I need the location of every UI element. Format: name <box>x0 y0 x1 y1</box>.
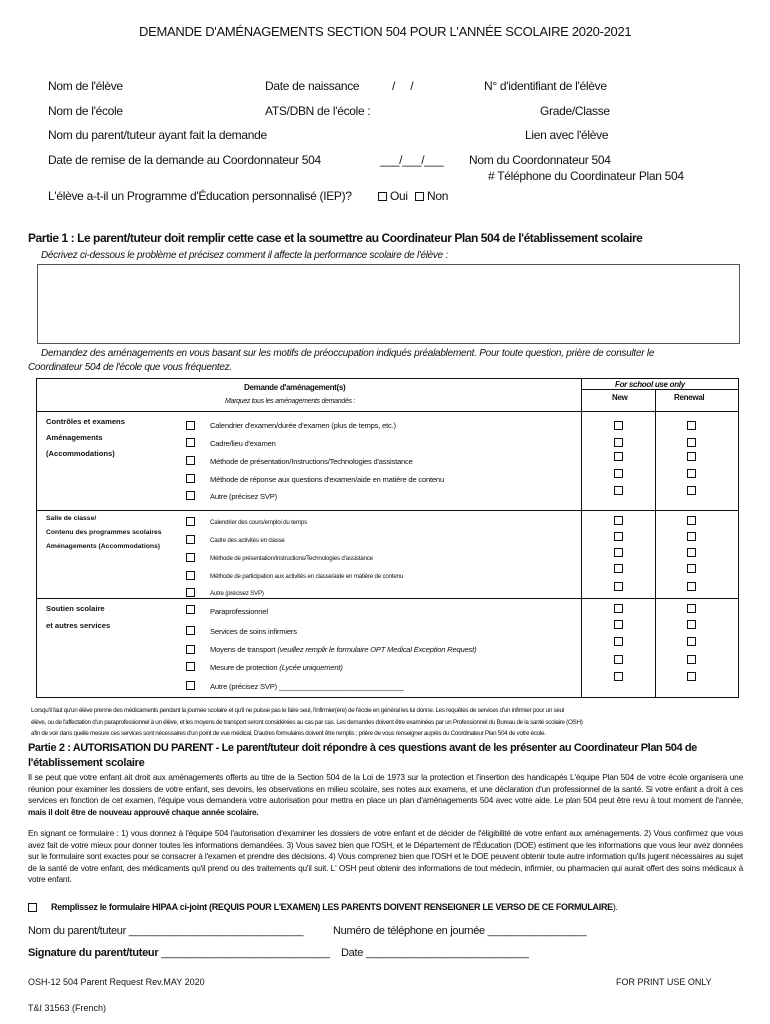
new-checkbox[interactable] <box>614 438 623 447</box>
school-use-label: For school use only <box>615 380 685 389</box>
signature-row <box>28 947 330 959</box>
grade-class-label: Grade/Classe <box>540 104 610 118</box>
s3-item1-checkbox[interactable] <box>186 605 195 614</box>
s3-item3-label <box>210 645 476 654</box>
s1-item2-label: Cadre/lieu d'examen <box>210 439 276 448</box>
birth-date-label: Date de naissance <box>265 79 360 93</box>
iep-yes-checkbox[interactable] <box>378 192 387 201</box>
new-checkbox[interactable] <box>614 604 623 613</box>
renewal-checkbox[interactable] <box>687 421 696 430</box>
renewal-checkbox[interactable] <box>687 516 696 525</box>
new-checkbox[interactable] <box>614 516 623 525</box>
phone-field[interactable]: Numéro de téléphone en journée _________________ <box>333 925 587 937</box>
renewal-checkbox[interactable] <box>687 548 696 557</box>
note-line-2: élève, ou de l'affectation d'un paraprofessionnel à un élève, et les moyens de transport seront considérées au cas par cas. Les demandes doivent être examinées par un Professionnel du Bureau de la santé scolaire (OSH) <box>31 719 583 726</box>
coordinator-name-label: Nom du Coordonnateur 504 <box>469 153 611 167</box>
section2-label-2: Contenu des programmes scolaires <box>46 529 162 536</box>
iep-yes-option[interactable] <box>378 189 408 203</box>
s3-item2-checkbox[interactable] <box>186 626 195 635</box>
s2-item1-checkbox[interactable] <box>186 517 195 526</box>
parent-name-field[interactable]: Nom du parent/tuteur ______________________________ <box>28 925 304 937</box>
renewal-checkbox[interactable] <box>687 620 696 629</box>
iep-no-option[interactable] <box>415 189 448 203</box>
renewal-checkbox[interactable] <box>687 637 696 646</box>
parent-name-label: Nom du parent/tuteur ayant fait la demande <box>48 128 267 142</box>
part1-heading: Partie 1 : Le parent/tuteur doit remplir cette case et la soumettre au Coordinateur Plan 504 de l'établissement scolaire <box>28 231 643 245</box>
renewal-checkbox[interactable] <box>687 564 696 573</box>
student-name-label: Nom de l'élève <box>48 79 123 93</box>
print-only-label: FOR PRINT USE ONLY <box>616 977 712 987</box>
new-checkbox[interactable] <box>614 564 623 573</box>
col-renewal-header: Renewal <box>674 393 705 402</box>
student-id-label: N° d'identifiant de l'élève <box>484 79 607 93</box>
s2-item2-checkbox[interactable] <box>186 535 195 544</box>
renewal-checkbox[interactable] <box>687 469 696 478</box>
s3-item5-label: Autre (précisez SVP) _______________________________ <box>210 682 404 691</box>
s1-item3-checkbox[interactable] <box>186 456 195 465</box>
renewal-checkbox[interactable] <box>687 486 696 495</box>
submission-date-field[interactable]: ___/___/___ <box>380 153 444 167</box>
section1-label-1: Contrôles et examens <box>46 417 125 426</box>
renewal-checkbox[interactable] <box>687 604 696 613</box>
renewal-checkbox[interactable] <box>687 655 696 664</box>
new-checkbox[interactable] <box>614 637 623 646</box>
s1-item1-label: Calendrier d'examen/durée d'examen (plus de temps, etc.) <box>210 421 396 430</box>
iep-no-label: Non <box>427 189 449 203</box>
section2-label-3: Aménagements (Accommodations) <box>46 543 161 550</box>
renewal-checkbox[interactable] <box>687 452 696 461</box>
part1-describe: Décrivez ci-dessous le problème et précisez comment il affecte la performance scolaire de l'élève : <box>41 250 448 261</box>
s3-item2-label: Services de soins infirmiers <box>210 627 297 636</box>
transport-note: (veuillez remplir le formulaire OPT Medical Exception Request) <box>277 645 477 654</box>
note-line-1: Lorsqu'il faut qu'un élève prenne des médicaments pendant la journée scolaire et qu'il ne puisse pas le faire seul, l'infirmier(ère) de l'école en général les lui donne. Les requêtes de services d'un infirmier pour un seul <box>31 707 564 714</box>
note-line-3: afin de voir dans quelle mesure ces services sont nécessaires d'un point de vue médical. D'autres formulaires doivent être remplis ; prière de vous renseigner auprès du Coordinateur Plan 504 de votre école. <box>31 730 546 737</box>
s2-item3-checkbox[interactable] <box>186 553 195 562</box>
school-name-label: Nom de l'école <box>48 104 123 118</box>
new-checkbox[interactable] <box>614 452 623 461</box>
section3-label-2: et autres services <box>46 621 111 630</box>
new-checkbox[interactable] <box>614 655 623 664</box>
hipaa-row <box>28 902 618 912</box>
part2-paragraph-1-bold: mais il doit être de nouveau approuvé chaque année scolaire. <box>28 806 259 817</box>
section1-label-2: Aménagements <box>46 433 103 442</box>
s1-item2-checkbox[interactable] <box>186 438 195 447</box>
section3-label-1: Soutien scolaire <box>46 604 105 613</box>
part2-paragraph-1 <box>28 772 743 818</box>
part1-request-line2: Coordinateur 504 de l'école que vous fréquentez. <box>28 362 232 373</box>
translation-id: T&I 31563 (French) <box>28 1003 107 1013</box>
submission-date-label: Date de remise de la demande au Coordonnateur 504 <box>48 153 321 167</box>
s2-item3-label: Méthode de présentation/Instructions/Technologies d'assistance <box>210 555 373 562</box>
new-checkbox[interactable] <box>614 532 623 541</box>
section1-label-3: (Accommodations) <box>46 449 115 458</box>
s1-item5-label: Autre (précisez SVP) <box>210 492 277 501</box>
renewal-checkbox[interactable] <box>687 582 696 591</box>
new-checkbox[interactable] <box>614 672 623 681</box>
transport-label: Moyens de transport <box>210 645 276 654</box>
s1-item4-checkbox[interactable] <box>186 474 195 483</box>
relationship-label: Lien avec l'élève <box>525 128 609 142</box>
new-checkbox[interactable] <box>614 548 623 557</box>
renewal-checkbox[interactable] <box>687 532 696 541</box>
signature-field[interactable]: _____________________________ <box>161 947 330 959</box>
hipaa-label: Remplissez le formulaire HIPAA ci-joint (REQUIS POUR L'EXAMEN) LES PARENTS DOIVENT RENSEIGNER LE VERSO DE CE FORMULAIRE <box>51 902 613 912</box>
table-header-sub: Marquez tous les aménagements demandés : <box>225 398 356 405</box>
problem-description-textarea[interactable] <box>37 264 740 344</box>
s3-item5-checkbox[interactable] <box>186 681 195 690</box>
form-id: OSH-12 504 Parent Request Rev.MAY 2020 <box>28 977 205 987</box>
s2-item2-label: Cadre des activités en classe <box>210 537 285 544</box>
s1-item3-label: Méthode de présentation/Instructions/Technologies d'assistance <box>210 457 413 466</box>
coordinator-phone-label: # Téléphone du Coordinateur Plan 504 <box>488 169 684 183</box>
part2-paragraph-2: En signant ce formulaire : 1) vous donnez à l'équipe 504 l'autorisation d'examiner les dossiers de votre enfant et de décider de l'éligibilité de votre enfant aux aménagements. 2) Vous confirmez que vous avez fait de votre mieux pour donner toutes les informations demandées. 3) Vous savez bien que l'OSH, et le Département de l'Éducation (DOE) estiment que les informations que vous leur avez données sur le formulaire sont exactes pour se consacrer à l'examen et prendre des décisions. 4) Vous comprenez bien que l'OSH et le DOE peuvent obtenir toute autre information qu'ils jugent nécessaires au sujet de la santé de votre enfant, des médicaments qu'il prend ou des traitements qu'il suit. L' OSH peut obtenir des informations de tout médecin, infirmier, ou pharmacien qui aurait offert des soins médicaux à votre enfant. <box>28 828 743 884</box>
s3-item4-checkbox[interactable] <box>186 662 195 671</box>
s2-item5-label: Autre (précisez SVP) <box>210 590 264 597</box>
form-title: DEMANDE D'AMÉNAGEMENTS SECTION 504 POUR L'ANNÉE SCOLAIRE 2020-2021 <box>139 24 632 39</box>
protection-note: (Lycée uniquement) <box>279 663 343 672</box>
new-checkbox[interactable] <box>614 582 623 591</box>
section2-label-1: Salle de classe/ <box>46 515 97 522</box>
date-field[interactable]: Date ____________________________ <box>341 947 529 959</box>
new-checkbox[interactable] <box>614 486 623 495</box>
s2-item1-label: Calendrier des cours/emploi du temps <box>210 519 308 526</box>
s3-item4-label <box>210 663 343 672</box>
protection-label: Mesure de protection <box>210 663 278 672</box>
birth-date-field[interactable]: / / <box>392 79 414 93</box>
s1-item5-checkbox[interactable] <box>186 491 195 500</box>
iep-yes-label: Oui <box>390 189 408 203</box>
s3-item1-label: Paraprofessionnel <box>210 607 268 616</box>
table-header-title: Demande d'aménagement(s) <box>244 383 346 392</box>
part2-paragraph-1-text: Il se peut que votre enfant ait droit aux aménagements offerts au titre de la Section 504 de la Loi de 1973 sur la protection et l'insertion des handicapés L'équipe Plan 504 de votre école organisera une réunion pour examiner les dossiers de votre enfant, ses devoirs, les observations en milieu scolaire, ses notes aux examens, et une déclaration d'un professionnel de la santé. Si votre enfant a droit à ces services en fonction de cet examen, l'équipe vous demandera votre autorisation pour mettra en place un plan d'aménagements 504 avec votre aide. Le plan 504 peut être revu à tout moment de l'année, <box>28 772 743 805</box>
ats-dbn-label: ATS/DBN de l'école : <box>265 104 371 118</box>
part1-request-line1: Demandez des aménagements en vous basant sur les motifs de préoccupation indiqués préalablement. Pour toute question, prière de consulter le <box>41 348 655 359</box>
signature-label: Signature du parent/tuteur <box>28 947 159 959</box>
s1-item1-checkbox[interactable] <box>186 421 195 430</box>
renewal-checkbox[interactable] <box>687 672 696 681</box>
new-checkbox[interactable] <box>614 421 623 430</box>
iep-no-checkbox[interactable] <box>415 192 424 201</box>
col-new-header: New <box>612 393 628 402</box>
iep-question: L'élève a-t-il un Programme d'Éducation personnalisé (IEP)? <box>48 189 352 203</box>
new-checkbox[interactable] <box>614 469 623 478</box>
hipaa-label-end: ). <box>612 902 618 912</box>
part2-heading-line1: Partie 2 : AUTORISATION DU PARENT - Le parent/tuteur doit répondre à ces questions avant de les présenter au Coordinateur Plan 504 de <box>28 742 697 754</box>
new-checkbox[interactable] <box>614 620 623 629</box>
s2-item5-checkbox[interactable] <box>186 588 195 597</box>
s1-item4-label: Méthode de réponse aux questions d'examen/aide en matière de contenu <box>210 475 444 484</box>
renewal-checkbox[interactable] <box>687 438 696 447</box>
s2-item4-checkbox[interactable] <box>186 571 195 580</box>
s2-item4-label: Méthode de participation aux activités en classe/aide en matière de contenu <box>210 573 404 580</box>
part2-heading-line2: l'établissement scolaire <box>28 757 145 769</box>
s3-item3-checkbox[interactable] <box>186 645 195 654</box>
hipaa-checkbox[interactable] <box>28 903 37 912</box>
